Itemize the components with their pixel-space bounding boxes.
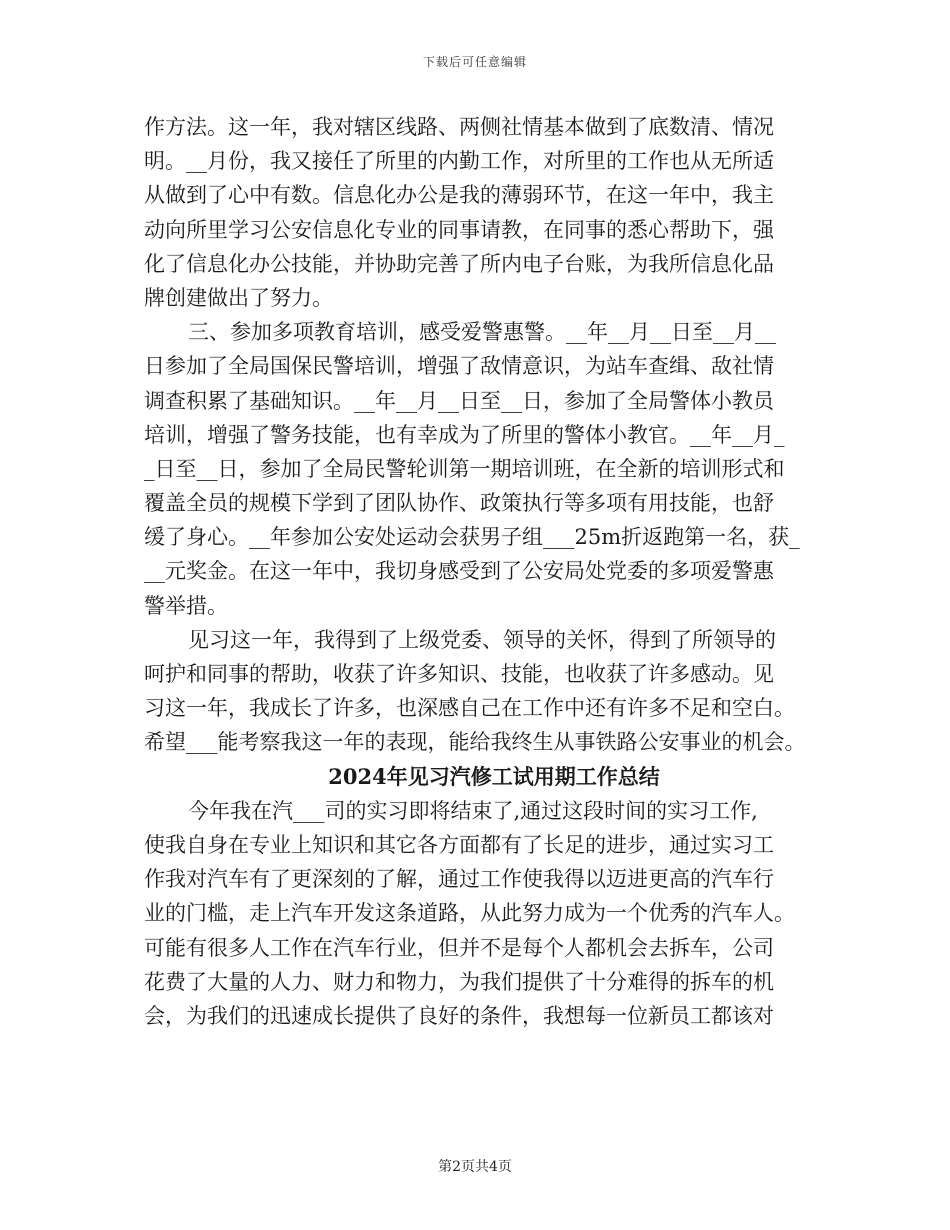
text-line: 今年我在汽___司的实习即将结束了,通过这段时间的实习工作,	[188, 798, 758, 823]
text-line: 从做到了心中有数。信息化办公是我的薄弱环节，在这一年中，我主	[144, 183, 774, 208]
paragraph-work-methods	[144, 110, 824, 315]
text-line: 可能有很多人工作在汽车行业，但并不是每个人都机会去拆车，公司	[144, 935, 774, 960]
text-line: 希望___能考察我这一年的表现，能给我终生从事铁路公安事业的机会。	[144, 730, 806, 755]
text-line: __元奖金。在这一年中，我切身感受到了公安局处党委的多项爱警惠	[144, 559, 774, 584]
text-line: 化了信息化办公技能，并协助完善了所内电子台账，为我所信息化品	[144, 251, 774, 276]
text-line: 培训，增强了警务技能，也有幸成为了所里的警体小教官。__年__月_	[144, 422, 785, 447]
document-body	[144, 110, 824, 1033]
text-line: 警举措。	[144, 593, 228, 618]
text-line: 花费了大量的人力、财力和物力，为我们提供了十分难得的拆车的机	[144, 969, 774, 994]
text-line: 缓了身心。__年参加公安处运动会获男子组___25m折返跑第一名，获_	[144, 525, 800, 550]
section-title: 2024年见习汽修工试用期工作总结	[328, 763, 660, 789]
text-line: 作我对汽车有了更深刻的了解，通过工作使我得以迈进更高的汽车行	[144, 867, 774, 892]
text-line: _日至__日，参加了全局民警轮训第一期培训班，在全新的培训形式和	[144, 456, 785, 481]
paragraph-training	[144, 315, 824, 623]
paragraph-conclusion	[144, 623, 824, 760]
text-line: 见习这一年，我得到了上级党委、领导的关怀，得到了所领导的	[188, 627, 776, 652]
text-line: 牌创建做出了努力。	[144, 285, 333, 310]
paragraph-internship	[144, 794, 824, 1033]
text-line: 覆盖全员的规模下学到了团队协作、政策执行等多项有用技能，也舒	[144, 491, 774, 516]
text-line: 呵护和同事的帮助，收获了许多知识、技能，也收获了许多感动。见	[144, 662, 774, 686]
text-line: 调查积累了基础知识。__年__月__日至__日，参加了全局警体小教员	[144, 388, 774, 413]
text-line: 日参加了全局国保民警培训，增强了敌情意识，为站车查缉、敌社情	[144, 354, 774, 379]
page-number: 第2页共4页	[438, 1159, 512, 1175]
text-line: 三、参加多项教育培训，感受爱警惠警。__年__月__日至__月__	[188, 320, 776, 345]
text-line: 业的门槛，走上汽车开发这条道路，从此努力成为一个优秀的汽车人。	[144, 901, 795, 926]
text-line: 动向所里学习公安信息化专业的同事请教，在同事的悉心帮助下，强	[144, 217, 774, 242]
page-header-note: 下载后可任意编辑	[422, 55, 527, 69]
text-line: 作方法。这一年，我对辖区线路、两侧社情基本做到了底数清、情况	[144, 115, 774, 139]
text-line: 使我自身在专业上知识和其它各方面都有了长足的进步，通过实习工	[144, 832, 774, 857]
text-line: 会，为我们的迅速成长提供了良好的条件，我想每一位新员工都该对	[144, 1003, 774, 1028]
text-line: 明。__月份，我又接任了所里的内勤工作，对所里的工作也从无所适	[144, 149, 774, 174]
text-line: 习这一年，我成长了许多，也深感自己在工作中还有许多不足和空白。	[144, 696, 795, 721]
